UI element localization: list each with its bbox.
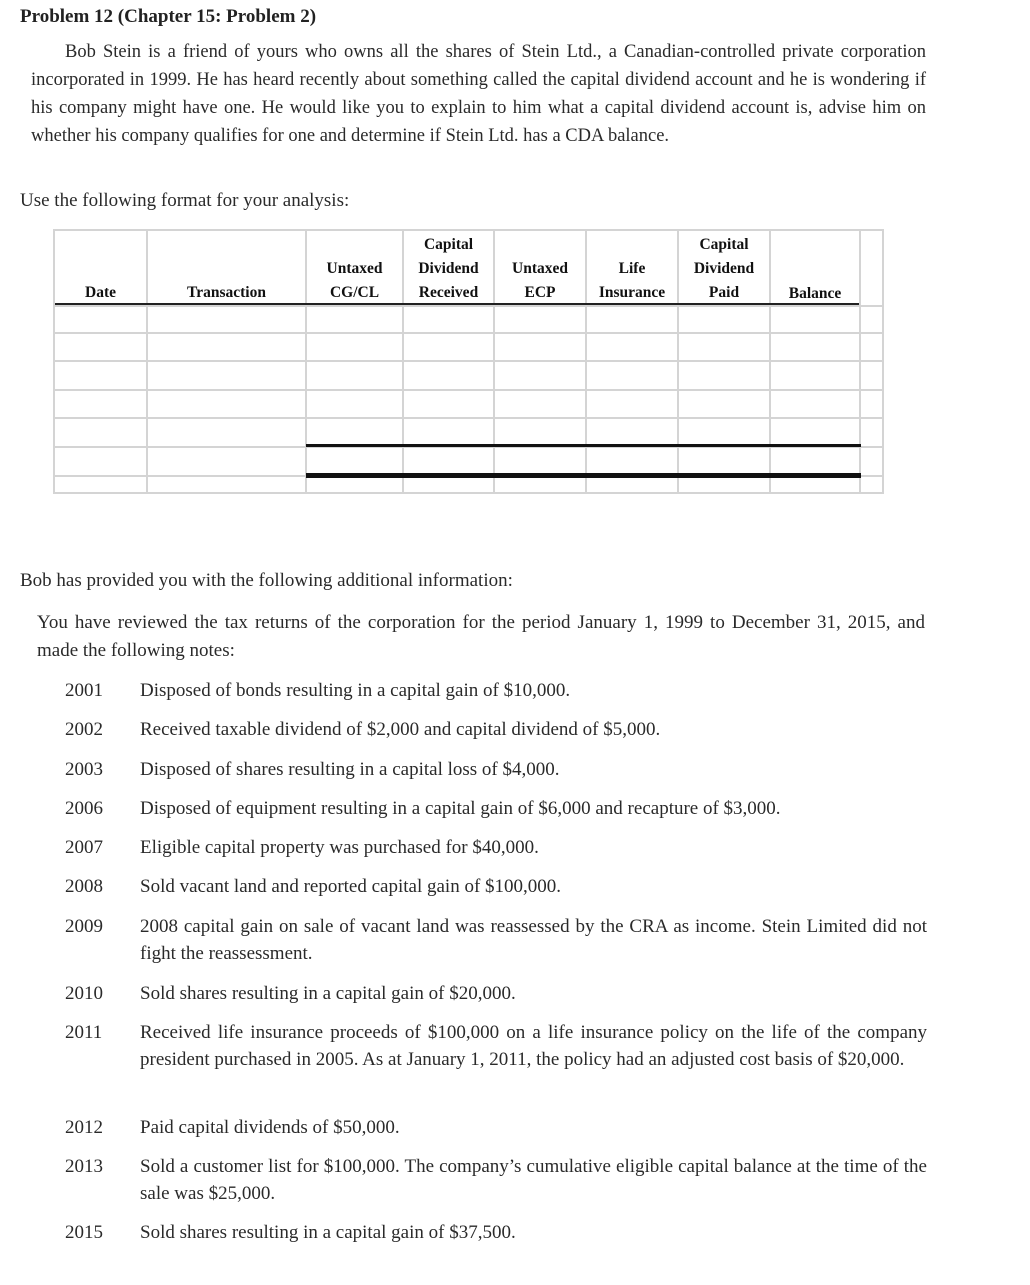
note-year: 2010 — [65, 983, 103, 1004]
note-text: Sold a customer list for $100,000. The company’s cumulative eligible capital balance at the time of the sale was $25,000. — [140, 1156, 927, 1204]
note-text: Eligible capital property was purchased for $40,000. — [140, 837, 539, 858]
format-label: Use the following format for your analysis: — [20, 190, 350, 211]
note-year: 2007 — [65, 837, 103, 858]
note-text: Disposed of shares resulting in a capital loss of $4,000. — [140, 759, 560, 780]
note-item — [65, 913, 927, 967]
note-text: Disposed of equipment resulting in a capital gain of $6,000 and recapture of $3,000. — [140, 798, 781, 819]
note-year: 2015 — [65, 1222, 103, 1243]
problem-title: Problem 12 (Chapter 15: Problem 2) — [20, 6, 317, 27]
note-year: 2006 — [65, 798, 103, 819]
header-date: Date — [85, 284, 116, 301]
note-text: Received taxable dividend of $2,000 and capital dividend of $5,000. — [140, 719, 661, 740]
note-year: 2009 — [65, 916, 103, 937]
header-untaxed-cgcl: Untaxed CG/CL — [326, 260, 383, 301]
note-text: Received life insurance proceeds of $100,000 on a life insurance policy on the life of the company president purchased in 2005. As at January 1, 2011, the policy had an adjusted cost basis of $20,000. — [140, 1022, 927, 1070]
note-item — [65, 1114, 927, 1141]
header-transaction: Transaction — [187, 284, 266, 301]
note-text: Paid capital dividends of $50,000. — [140, 1117, 400, 1138]
note-text: Disposed of bonds resulting in a capital gain of $10,000. — [140, 680, 571, 701]
note-text: 2008 capital gain on sale of vacant land was reassessed by the CRA as income. Stein Limited did not fight the reassessment. — [140, 916, 927, 964]
analysis-table — [53, 229, 884, 494]
note-item — [65, 873, 927, 900]
note-year: 2002 — [65, 719, 103, 740]
note-item — [65, 1219, 927, 1246]
note-item — [65, 677, 927, 704]
additional-info-label: Bob has provided you with the following additional information: — [20, 570, 513, 591]
note-text: Sold shares resulting in a capital gain of $37,500. — [140, 1222, 516, 1243]
note-year: 2011 — [65, 1022, 103, 1043]
note-year: 2008 — [65, 876, 103, 897]
note-item — [65, 795, 927, 822]
note-item — [65, 834, 927, 861]
note-year: 2012 — [65, 1117, 103, 1138]
intro-paragraph: Bob Stein is a friend of yours who owns all the shares of Stein Ltd., a Canadian-controlled private corporation incorporated in 1999. He has heard recently about something called the capital dividend account and he is wondering if his company might have one. He would like you to explain to him what a capital dividend account is, advise him on whether his company qualifies for one and determine if Stein Ltd. has a CDA balance. — [31, 42, 926, 146]
subtotal-rule — [306, 444, 861, 447]
total-double-rule — [306, 473, 861, 478]
note-year: 2003 — [65, 759, 103, 780]
note-item — [65, 1153, 927, 1207]
note-year: 2013 — [65, 1156, 103, 1177]
note-item — [65, 1019, 927, 1073]
header-untaxed-ecp: Untaxed ECP — [512, 260, 568, 301]
note-item — [65, 980, 927, 1007]
header-capital-dividend-paid: Capital Dividend Paid — [693, 236, 755, 301]
note-year: 2001 — [65, 680, 103, 701]
review-paragraph: You have reviewed the tax returns of the corporation for the period January 1, 1999 to December 31, 2015, and made the following notes: — [37, 612, 925, 661]
note-item — [65, 756, 927, 783]
note-text: Sold shares resulting in a capital gain of $20,000. — [140, 983, 516, 1004]
header-capital-dividend-received: Capital Dividend Received — [418, 236, 479, 301]
header-balance: Balance — [788, 285, 842, 302]
header-life-insurance: Life Insurance — [598, 260, 666, 301]
note-item — [65, 716, 927, 743]
note-text: Sold vacant land and reported capital gain of $100,000. — [140, 876, 562, 897]
